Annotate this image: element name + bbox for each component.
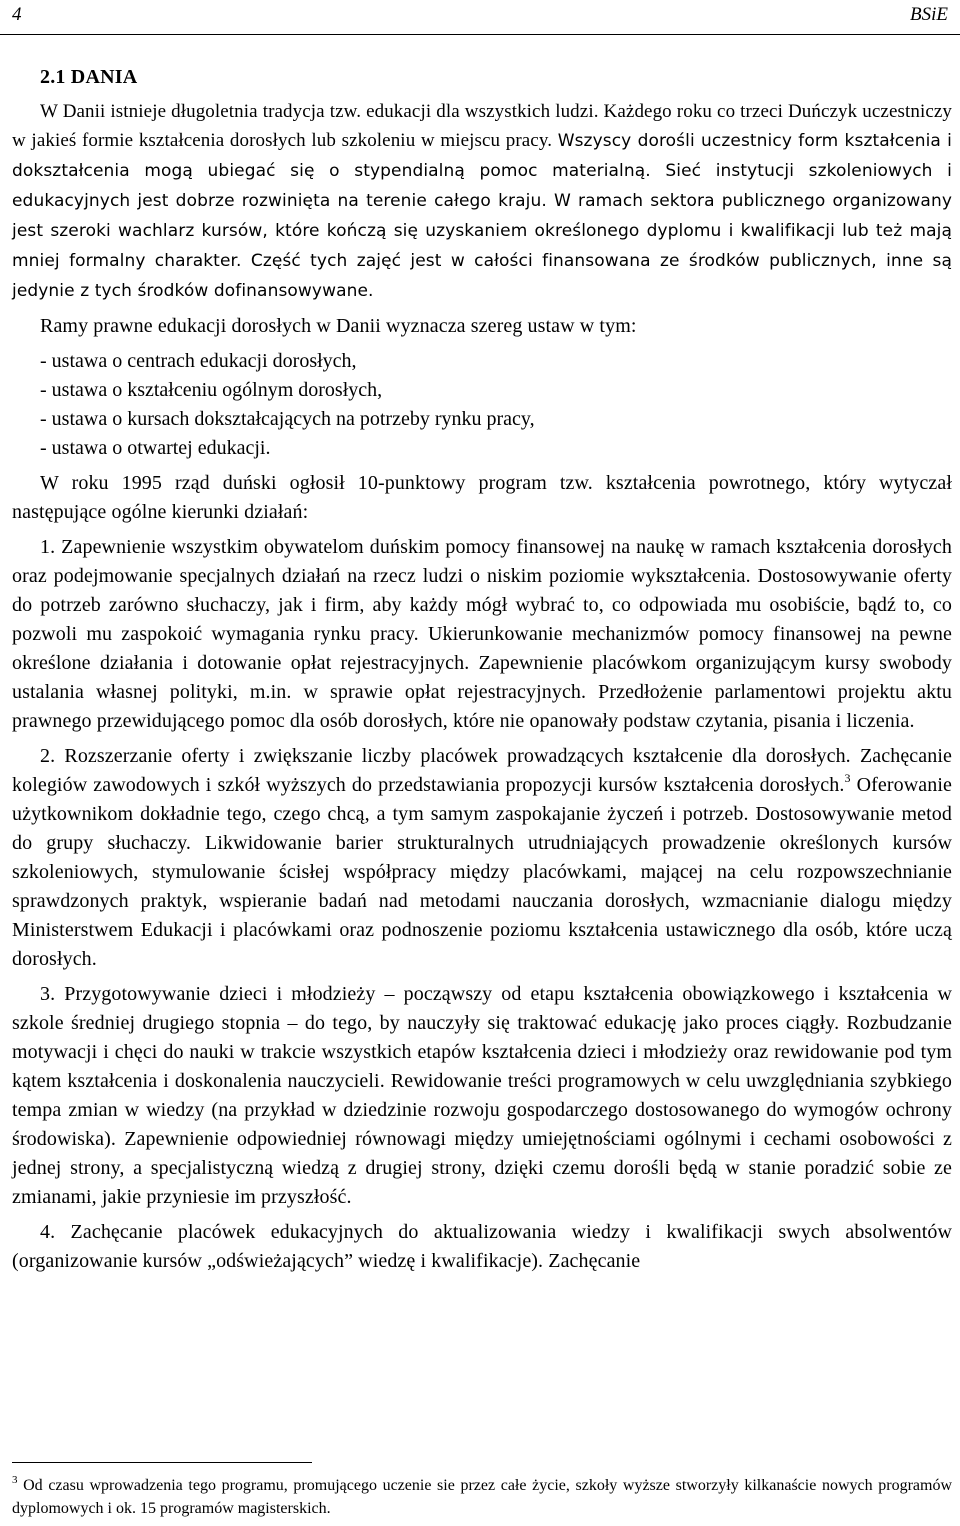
law-item: - ustawa o otwartej edukacji. — [40, 437, 271, 459]
footnote — [12, 1474, 952, 1520]
footnote-text: Od czasu wprowadzenia tego programu, promującego uczenie sie przez całe życie, szkoły wyższe stworzyły kilkanaście nowych programów dyplomowych i ok. 15 programów magisterskich. — [12, 1477, 952, 1517]
program-point-2 — [12, 742, 952, 974]
journal-abbreviation: BSiE — [910, 4, 948, 25]
program-point-4: 4. Zachęcanie placówek edukacyjnych do aktualizowania wiedzy i kwalifikacji swych absolwentów (organizowanie kursów „odświeżających” wiedzę i kwalifikacje). Zachęcanie — [12, 1221, 952, 1272]
section-heading: 2.1 DANIA — [40, 66, 138, 88]
footnote-separator — [12, 1462, 312, 1463]
intro-sans-text: Wszyscy dorośli uczestnicy form kształcenia i dokształcenia mogą ubiegać się o stypendialną pomoc materialną. Sieć instytucji szkoleniowych i edukacyjnych jest dobrze rozwinięta na terenie całego kraju. W ramach sektora publicznego organizowany jest szeroki wachlarz kursów, które kończą się uzyskaniem określonego dyplomu i kwalifikacji lub też mają mniej formalny charakter. Część tych zajęć jest w całości finansowana ze środków publicznych, inne są jedynie z tych środków dofinansowywane. — [12, 131, 952, 301]
page-number: 4 — [12, 4, 22, 25]
footnote-reference: 3 — [844, 771, 851, 785]
page-header — [0, 0, 960, 35]
intro-paragraph — [12, 97, 952, 306]
main-content — [12, 66, 952, 1276]
footnote-marker: 3 — [12, 1474, 18, 1486]
program-point-1: 1. Zapewnienie wszystkim obywatelom duńskim pomocy finansowej na naukę w ramach kształcenia dorosłych oraz podejmowanie specjalnych działań na rzecz ludzi o niskim poziomie wykształcenia. Dostosowywanie oferty do potrzeb zarówno słuchaczy, jak i firm, aby każdy mógł wybrać to, co odpowiada mu osobiście, bądź to, co pozwoli mu zaspokoić wymagania rynku pracy. Ukierunkowanie mechanizmów pomocy finansowej na pewne określone działania i dotowanie opłat rejestracyjnych. Zapewnienie placówkom organizującym kursy swobody ustalania własnej polityki, m.in. w sprawie opłat rejestracyjnych. Przedłożenie parlamentowi projektu aktu prawnego przewidującego pomoc dla osób dorosłych, które nie opanowały podstaw czytania, pisania i liczenia. — [12, 536, 952, 732]
program-intro-paragraph: W roku 1995 rząd duński ogłosił 10-punktowy program tzw. kształcenia powrotnego, który wytyczał następujące ogólne kierunki działań: — [12, 472, 952, 523]
program-point-3: 3. Przygotowywanie dzieci i młodzieży – począwszy od etapu kształcenia obowiązkowego i kształcenia w szkole średniej drugiego stopnia – do tego, by nauczyły się traktować edukację jako proces ciągły. Rozbudzanie motywacji i chęci do nauki w trakcie wszystkich etapów kształcenia dzieci i młodzieży oraz rewidowanie pod tym kątem kształcenia i doskonalenia nauczycieli. Rewidowanie treści programowych w celu uwzględniania szybkiego tempa zmian w wiedzy (na przykład w dziedzinie rozwoju gospodarczego dostosowanego do wymogów ochrony środowiska). Zapewnienie odpowiedniej równowagi między umiejętnościami ogólnymi i cechami osobowości z jednej strony, a specjalistyczną wiedzą z drugiej strony, dzięki czemu dorośli będą w stanie poradzić sobie ze zmianami, jakie przyniesie im przyszłość. — [12, 983, 952, 1208]
law-item: - ustawa o kursach dokształcających na potrzeby rynku pracy, — [40, 408, 535, 430]
law-item: - ustawa o centrach edukacji dorosłych, — [40, 350, 357, 372]
point-2-text-b: Oferowanie użytkownikom dokładnie tego, czego chcą, a tym samym zaspokajanie życzeń i potrzeb. Dostosowywanie metod do grupy słuchaczy. Likwidowanie barier strukturalnych utrudniających prowadzenie określonych kursów szkoleniowych, stymulowanie ścisłej współpracy między placówkami, mającej na celu rozpowszechnianie sprawdzonych praktyk, wspieranie badań nad metodami nauczania dorosłych, wzmacnianie dialogu między Ministerstwem Edukacji i placówkami oraz podnoszenie poziomu kształcenia ustawicznego dla osób, które uczą dorosłych. — [12, 774, 953, 970]
intro-serif-text: W Danii istnieje długoletnia tradycja tzw. edukacji dla wszystkich ludzi. Każdego roku co trzeci Duńczyk uczestniczy w jakieś formie kształcenia dorosłych lub szkoleniu w miejscu pracy. — [12, 101, 952, 151]
laws-list — [40, 347, 952, 463]
point-2-text-a: 2. Rozszerzanie oferty i zwiększanie liczby placówek prowadzących kształcenie dla dorosłych. Zachęcanie kolegiów zawodowych i szkół wyższych do przedstawiania propozycji kursów kształcenia dorosłych. — [12, 745, 952, 796]
legal-framework-paragraph: Ramy prawne edukacji dorosłych w Danii wyznacza szereg ustaw w tym: — [40, 315, 637, 337]
law-item: - ustawa o kształceniu ogólnym dorosłych, — [40, 379, 383, 401]
